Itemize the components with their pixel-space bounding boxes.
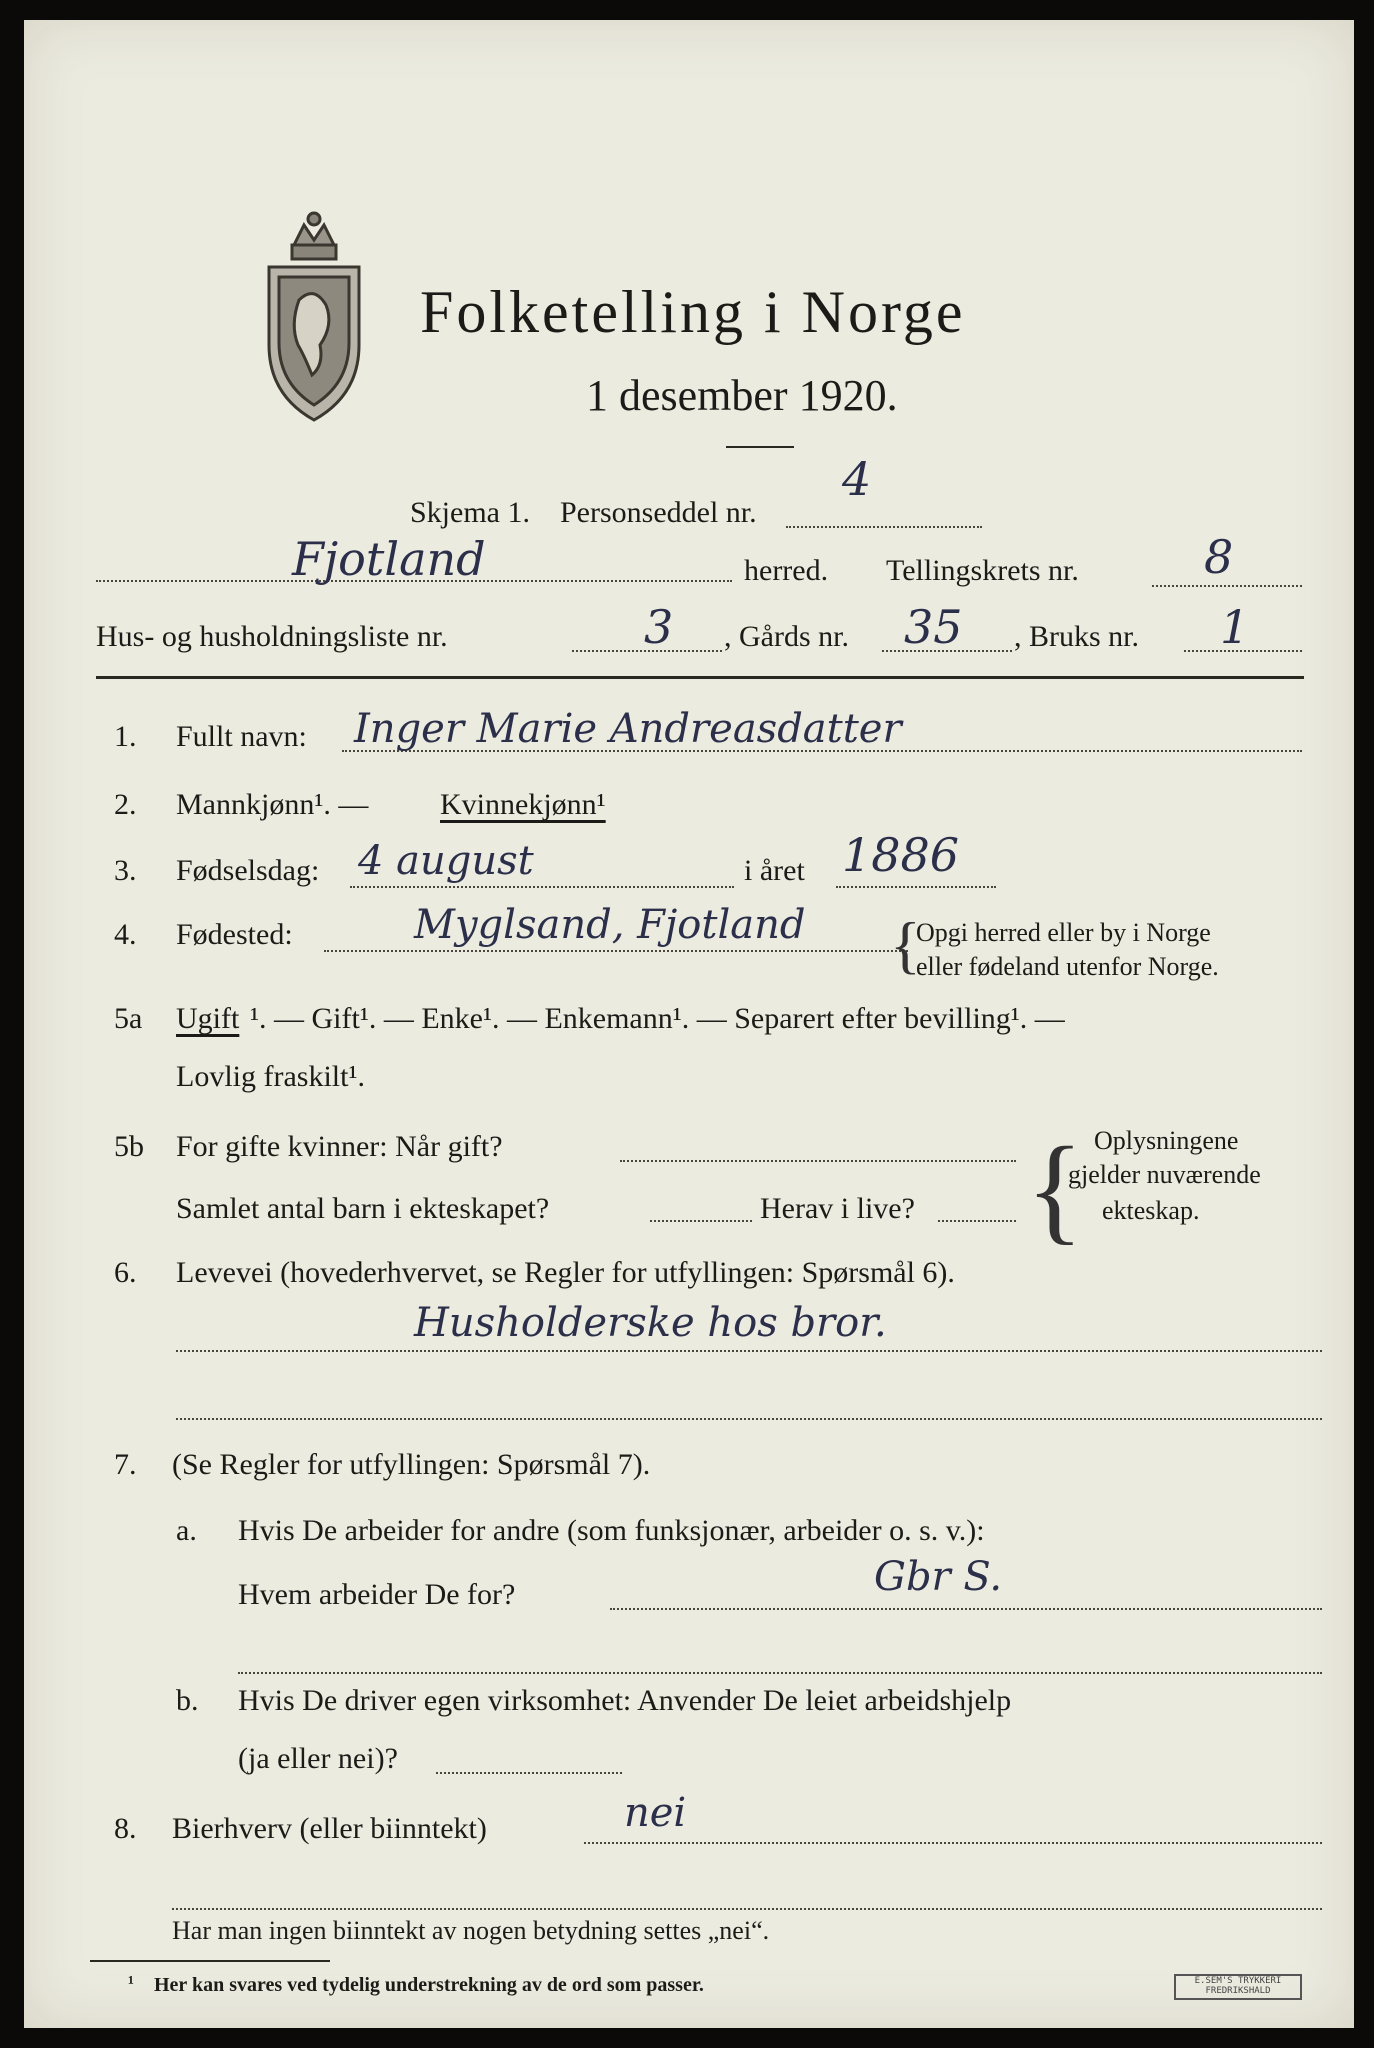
q5a-number: 5a [114, 1002, 143, 1035]
q5b-label: For gifte kvinner: Når gift? [176, 1130, 503, 1163]
q8-label: Bierhverv (eller biinntekt) [172, 1812, 487, 1845]
census-date: 1 desember 1920. [586, 371, 898, 420]
q1-label: Fullt navn: [176, 720, 307, 753]
footnote-mark: ¹ [128, 1972, 134, 1994]
norwegian-coat-of-arms-icon [254, 205, 374, 425]
q3-year-label: i året [744, 854, 805, 887]
q7a-employer: Gbr S. [874, 1554, 1003, 1600]
q5b-note-line2: gjelder nuværende [1068, 1160, 1261, 1189]
bruks-label: , Bruks nr. [1014, 620, 1140, 653]
census-form: Folketelling i Norge 1 desember 1920. Skjema 1. Personseddel nr. 4 Fjotland herred. Tellingskrets nr. 8 Hus- og husholdningsliste nr. 3 , Gårds nr. 35 , Bruks nr. 1 1. Fullt navn: Inger Marie Andreasdatter 2. Mannkjønn¹. — Kvinnekjønn¹ 3. Fødselsdag: 4 august i året 1886 4. Fødested: Myglsand, Fjotland { Opgi herred eller by i Norge eller fødeland utenfor Norge. 5a Ugift ¹. — Gift¹. — Enke¹. — Enkemann¹. — Separert efter bevilling¹. — Lovlig fraskilt¹. 5b For gifte kvinner: Når gift? Samlet antal barn i ekteskapet? Herav i live? { Oplysningene gjelder nuværende ekteskap. 6. Levevei (hovederhvervet, se Regler for utfyllingen: Spørsmål 6). Husholderske hos bror. 7. (Se Regler for utfyllingen: Spørsmål 7). a. Hvis De arbeider for andre (som funksjonær, arbeider o. s. v.): Hvem arbeider De for? Gbr S. b. Hvis De driver egen virksomhet: Anvender De leiet arbeidshjelp (ja eller nei)? 8. Bierhverv (eller biinntekt) nei Har man ingen biinntekt av nogen betydning settes „nei“. ¹ Her kan svares ved tydelig understrekning av de ord som passer. E.SEM'S TRYKKERI FREDRIKSHALD [24, 20, 1354, 2028]
herred-value: Fjotland [292, 532, 486, 586]
tellingskrets-value: 8 [1204, 530, 1234, 584]
q8-side-income: nei [624, 1790, 687, 1836]
q1-number: 1. [114, 720, 137, 753]
q3-birthday: 4 august [358, 838, 534, 884]
q4-number: 4. [114, 918, 137, 951]
bruks-value: 1 [1220, 600, 1250, 654]
q6-number: 6. [114, 1256, 137, 1289]
q7b-label: Hvis De driver egen virksomhet: Anvender De leiet arbeidshjelp [238, 1684, 1012, 1717]
tellingskrets-label: Tellingskrets nr. [886, 554, 1079, 587]
q5a-line2: Lovlig fraskilt¹. [176, 1060, 365, 1093]
q5a-options: ¹. — Gift¹. — Enke¹. — Enkemann¹. — Separert efter bevilling¹. — [250, 1002, 1065, 1035]
q4-birthplace: Myglsand, Fjotland [414, 902, 806, 948]
hus-label: Hus- og husholdningsliste nr. [96, 620, 448, 653]
gards-label: , Gårds nr. [724, 620, 849, 653]
printer-stamp: E.SEM'S TRYKKERI FREDRIKSHALD [1174, 1974, 1302, 2000]
q7-label: (Se Regler for utfyllingen: Spørsmål 7). [172, 1448, 651, 1481]
q5b-alive-label: Herav i live? [760, 1192, 915, 1225]
q2-label-female: Kvinnekjønn¹ [440, 788, 606, 821]
q7a-label: Hvis De arbeider for andre (som funksjonær, arbeider o. s. v.): [238, 1514, 985, 1547]
q2-label-male: Mannkjønn¹. — [176, 788, 369, 821]
herred-label: herred. [744, 554, 829, 587]
footnote-divider [90, 1960, 330, 1962]
q6-occupation: Husholderske hos bror. [414, 1300, 887, 1346]
skjema-label: Skjema 1. [410, 496, 530, 529]
q7b-letter: b. [176, 1684, 199, 1717]
q5b-note-line1: Oplysningene [1094, 1126, 1239, 1155]
q7a-sub-label: Hvem arbeider De for? [238, 1578, 516, 1611]
q7-number: 7. [114, 1448, 137, 1481]
q1-full-name: Inger Marie Andreasdatter [354, 706, 902, 752]
q8-number: 8. [114, 1812, 137, 1845]
q8-note: Har man ingen biinntekt av nogen betydning settes „nei“. [172, 1916, 770, 1945]
q5b-note-line3: ekteskap. [1102, 1196, 1200, 1225]
q3-birth-year: 1886 [842, 828, 960, 882]
form-title: Folketelling i Norge [420, 279, 966, 345]
header-separator [96, 676, 1304, 679]
personseddel-value: 4 [842, 452, 872, 506]
q3-label: Fødselsdag: [176, 854, 320, 887]
q4-label: Fødested: [176, 918, 293, 951]
q2-number: 2. [114, 788, 137, 821]
q5b-children-label: Samlet antal barn i ekteskapet? [176, 1192, 550, 1225]
q4-note-line2: eller fødeland utenfor Norge. [916, 952, 1219, 981]
gards-value: 35 [904, 600, 963, 654]
q7b-sub-label: (ja eller nei)? [238, 1742, 398, 1775]
q5b-number: 5b [114, 1130, 144, 1163]
q7a-letter: a. [176, 1514, 197, 1547]
q3-number: 3. [114, 854, 137, 887]
title-divider [726, 446, 794, 448]
q4-note-line1: Opgi herred eller by i Norge [916, 918, 1211, 947]
hus-value: 3 [644, 600, 674, 654]
personseddel-label: Personseddel nr. [560, 496, 757, 529]
q5a-ugift: Ugift [176, 1002, 240, 1035]
q6-label: Levevei (hovederhvervet, se Regler for utfyllingen: Spørsmål 6). [176, 1256, 955, 1289]
footnote-text: Her kan svares ved tydelig understrekning av de ord som passer. [154, 1974, 704, 1996]
